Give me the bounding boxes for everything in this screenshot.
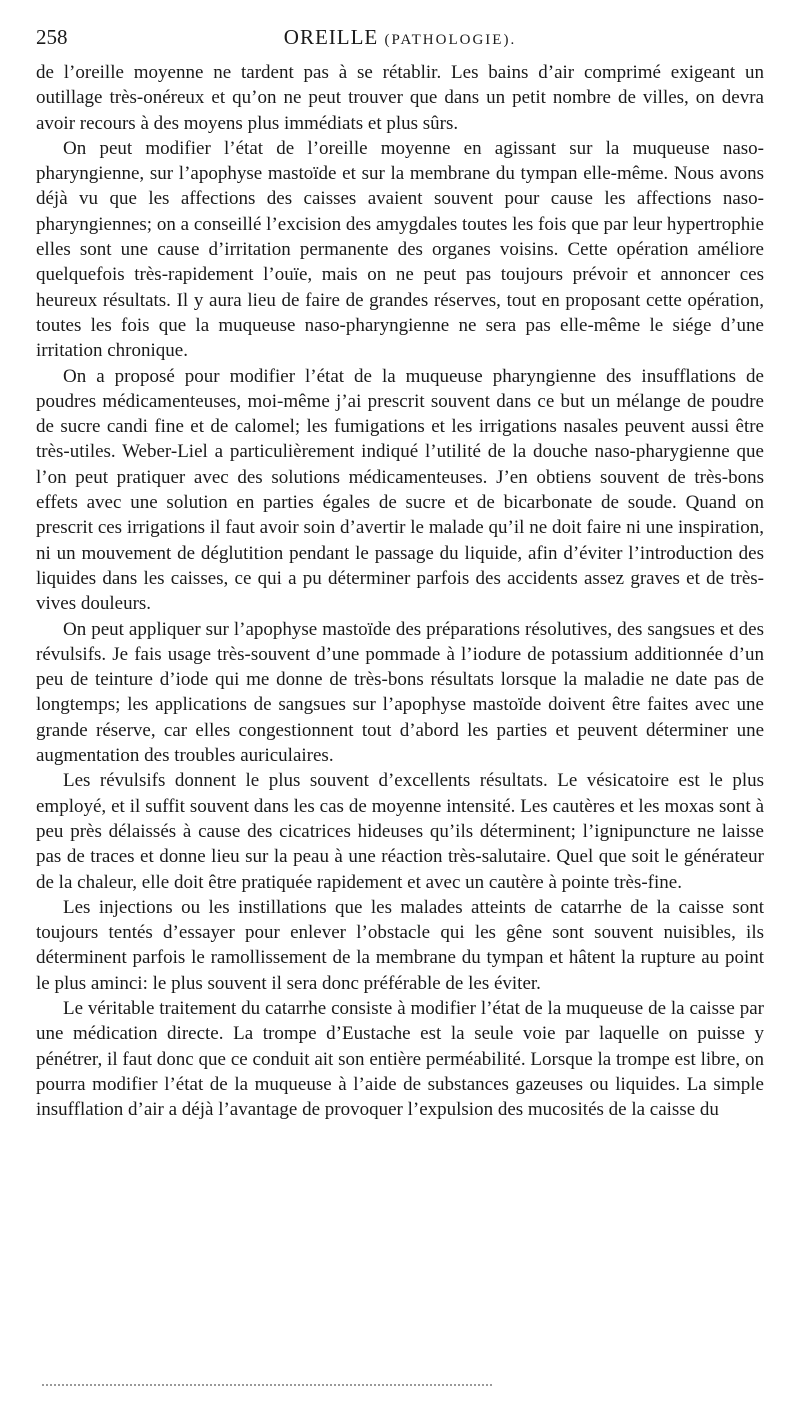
page-header [36, 22, 764, 52]
paragraph-naso-pharyngeal: On peut modifier l’état de l’oreille moyenne en agissant sur la muqueuse naso-pharyngienne, sur l’apophyse mastoïde et sur la membrane du tympan elle-même. Nous avons déjà vu que les affections des caisses avaient souvent pour cause les affections naso-pharyngiennes; on a conseillé l’excision des amygdales toutes les fois que par leur hypertrophie elles sont une cause d’irritation permanente des organes voisins. Cette opération améliore quelquefois très-rapidement l’ouïe, mais on ne peut pas toujours prévoir et annoncer ces heureux résultats. Il y aura lieu de faire de grandes réserves, tout en proposant cette opération, toutes les fois que la muqueuse naso-pharyngienne ne sera pas elle-même le siége d’une irritation chronique. [36, 137, 764, 362]
body-text [36, 60, 764, 1122]
paragraph-mastoid: On peut appliquer sur l’apophyse mastoïde des préparations résolutives, des sangsues et des révulsifs. Je fais usage très-souvent d’une pommade à l’iodure de potassium additionnée d’un peu de teinture d’iode qui me donne de très-bons résultats lorsque la maladie ne date pas de longtemps; les applications de sangsues sur l’apophyse mastoïde doivent être faites avec une grande réserve, car elles congestionnent tout d’abord les parties et peuvent déterminer une augmentation des troubles auriculaires. [36, 618, 764, 767]
paragraph-continued: de l’oreille moyenne ne tardent pas à se rétablir. Les bains d’air comprimé exigeant un outillage très-onéreux et qu’on ne peut trouver que dans un petit nombre de villes, on devra avoir recours à des moyens plus immédiats et plus sûrs. [36, 62, 764, 134]
running-title-main: OREILLE [283, 25, 379, 49]
footer-dotted-rule [42, 1384, 492, 1386]
page-number: 258 [36, 25, 68, 49]
paragraph-injections: Les injections ou les instillations que les malades atteints de catarrhe de la caisse sont toujours tentés d’essayer pour enlever l’obstacle qui les gêne sont souvent nuisibles, ils déterminent parfois le ramollissement de la membrane du tympan et hâtent la rupture au point le plus aminci: le plus souvent il sera donc préférable de les éviter. [36, 896, 764, 994]
paragraph-insufflations: On a proposé pour modifier l’état de la muqueuse pharyngienne des insufflations de poudres médicamenteuses, moi-même j’ai prescrit souvent dans ce but un mélange de poudre de sucre candi fine et de calomel; les fumigations et les irrigations nasales peuvent aussi être très-utiles. Weber-Liel a particulièrement indiqué l’utilité de la douche naso-pharygienne que l’on peut pratiquer avec des solutions médicamenteuses. J’en obtiens souvent de très-bons effets avec une solution en parties égales de sucre et de bicarbonate de soude. Quand on prescrit ces irrigations il faut avoir soin d’avertir le malade qu’il ne doit faire ni une inspiration, ni un mouvement de déglutition pendant le passage du liquide, afin d’éviter l’introduction des liquides dans les caisses, ce qui a pu déterminer parfois des accidents assez graves et de très-vives douleurs. [36, 365, 764, 615]
paragraph-revulsives: Les révulsifs donnent le plus souvent d’excellents résultats. Le vésicatoire est le plus employé, et il suffit souvent dans les cas de moyenne intensité. Les cautères et les moxas sont à peu près délaissés à cause des cicatrices hideuses qu’ils déterminent; l’ignipuncture ne laisse pas de traces et donne lieu sur la peau à une réaction très-salutaire. Quel que soit le générateur de la chaleur, elle doit être pratiquée rapidement et avec un cautère à pointe très-fine. [36, 770, 764, 893]
running-title [36, 22, 764, 55]
running-title-subtitle: (PATHOLOGIE). [384, 32, 517, 48]
paragraph-treatment: Le véritable traitement du catarrhe consiste à modifier l’état de la muqueuse de la caisse par une médication directe. La trompe d’Eustache est la seule voie par laquelle on puisse y pénétrer, il faut donc que ce conduit ait son entière perméabilité. Lorsque la trompe est libre, on pourra modifier l’état de la muqueuse à l’aide de substances gazeuses ou liquides. La simple insufflation d’air a déjà l’avantage de provoquer l’expulsion des mucosités de la caisse du [36, 997, 764, 1121]
